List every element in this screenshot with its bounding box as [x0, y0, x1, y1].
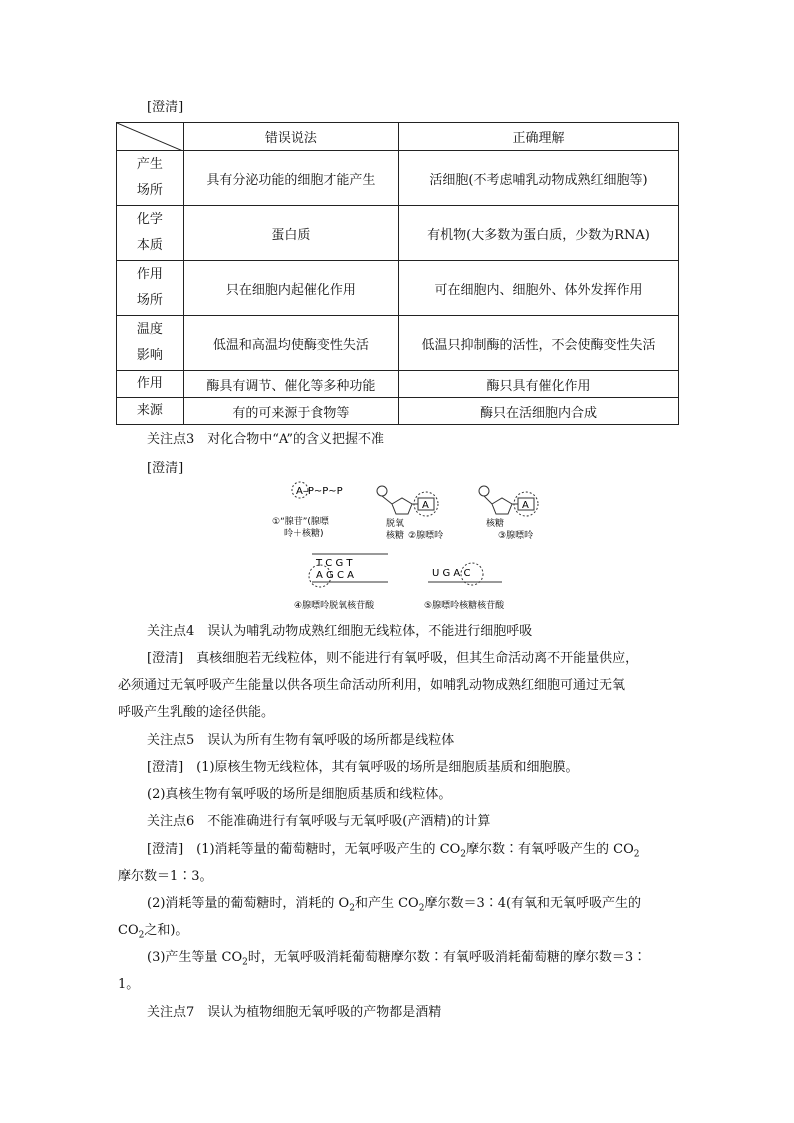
- caption-3: ③腺嘌呤: [498, 531, 534, 541]
- row-label: 温度 影响: [117, 316, 184, 371]
- table-header-row: [117, 123, 679, 151]
- base-label: A: [422, 500, 429, 511]
- phosphate-icon: [377, 486, 387, 496]
- comparison-table: [116, 122, 679, 425]
- right-cell: 可在细胞内、细胞外、体外发挥作用: [399, 261, 679, 316]
- pentose-sugar-icon: [492, 498, 512, 514]
- dna-top-strand: T C G T: [316, 558, 353, 569]
- table-row: [117, 261, 679, 316]
- point6-line5: (3)产生等量 $CO_2$时，无氧呼吸消耗葡萄糖摩尔数∶有氧呼吸消耗葡萄糖的摩尔数＝3∶: [147, 950, 647, 968]
- point6-line4: $CO_2$之和)。: [118, 923, 189, 941]
- sugar-label-deoxy-2: 核糖: [386, 531, 405, 541]
- row-label: 作用: [117, 371, 184, 398]
- dna-bottom-strand: A G C A: [316, 570, 354, 581]
- caption-1-line1: ①“腺苷”(腺嘌: [272, 517, 329, 527]
- row-label: 作用 场所: [117, 261, 184, 316]
- point6-line6: 1。: [118, 977, 140, 992]
- right-cell: 酶只在活细胞内合成: [399, 398, 679, 425]
- point5-line1: [澄清] (1)原核生物无线粒体，其有氧呼吸的场所是细胞质基质和细胞膜。: [147, 760, 579, 775]
- rna-strand: U G A C: [432, 568, 471, 579]
- clarify-label: [澄清]: [147, 100, 184, 115]
- right-cell: 有机物(大多数为蛋白质，少数为RNA): [399, 206, 679, 261]
- base-label: A: [522, 500, 529, 511]
- point5-line2: (2)真核生物有氧呼吸的场所是细胞质基质和线粒体。: [147, 787, 452, 802]
- point6-line2: 摩尔数＝1∶3。: [118, 869, 213, 884]
- caption-4: ④腺嘌呤脱氧核苷酸: [294, 601, 375, 611]
- point4-body-line3: 呼吸产生乳酸的途径供能。: [118, 705, 275, 720]
- wrong-cell: 具有分泌功能的细胞才能产生: [183, 151, 398, 206]
- clarify-label: [澄清]: [147, 461, 184, 476]
- caption-2: ②腺嘌呤: [408, 531, 444, 541]
- point6-title: 关注点6 不能准确进行有氧呼吸与无氧呼吸(产酒精)的计算: [147, 814, 491, 829]
- row-label: 产生 场所: [117, 151, 184, 206]
- diagonal-line: [117, 123, 183, 151]
- wrong-cell: 酶具有调节、催化等多种功能: [183, 371, 398, 398]
- sugar-label-deoxy: 脱氧: [386, 519, 405, 529]
- row-label: 化学 本质: [117, 206, 184, 261]
- table-row: [117, 398, 679, 425]
- header-wrong: 错误说法: [183, 123, 398, 151]
- header-right: 正确理解: [399, 123, 679, 151]
- right-cell: 活细胞(不考虑哺乳动物成熟红细胞等): [399, 151, 679, 206]
- phosphate-icon: [479, 486, 489, 496]
- point5-title: 关注点5 误认为所有生物有氧呼吸的场所都是线粒体: [147, 733, 455, 748]
- wrong-cell: 只在细胞内起催化作用: [183, 261, 398, 316]
- atp-formula: A–P~P~P: [296, 486, 343, 497]
- table-row: [117, 151, 679, 206]
- point6-line3: (2)消耗等量的葡萄糖时，消耗的 $O_2$和产生 $CO_2$摩尔数＝3∶4(有氧和无氧呼吸产生的: [147, 896, 642, 914]
- table-row: [117, 371, 679, 398]
- point4-body-line2: 必须通过无氧呼吸产生能量以供各项生命活动所利用，如哺乳动物成熟红细胞可通过无氧: [118, 678, 626, 693]
- wrong-cell: 蛋白质: [183, 206, 398, 261]
- point3-title: 关注点3 对化合物中“A”的含义把握不准: [147, 432, 385, 447]
- sugar-label-ribose: 核糖: [486, 519, 505, 529]
- right-cell: 酶只具有催化作用: [399, 371, 679, 398]
- header-corner-cell: [117, 123, 184, 151]
- row-label: 来源: [117, 398, 184, 425]
- pentose-sugar-icon: [392, 498, 412, 514]
- wrong-cell: 有的可来源于食物等: [183, 398, 398, 425]
- table-row: [117, 206, 679, 261]
- caption-1-line2: 呤＋核糖): [284, 529, 324, 539]
- right-cell: 低温只抑制酶的活性，不会使酶变性失活: [399, 316, 679, 371]
- bond-line: [484, 496, 492, 504]
- table-row: [117, 316, 679, 371]
- point7-title: 关注点7 误认为植物细胞无氧呼吸的产物都是酒精: [147, 1005, 442, 1020]
- adenine-meaning-figure: [270, 478, 540, 618]
- wrong-cell: 低温和高温均使酶变性失活: [183, 316, 398, 371]
- point6-line1: [澄清] (1)消耗等量的葡萄糖时，无氧呼吸产生的 $CO_2$摩尔数∶有氧呼吸产生的 $CO_2$: [147, 842, 640, 860]
- point4-body-line1: [澄清] 真核细胞若无线粒体，则不能进行有氧呼吸，但其生命活动离不开能量供应，: [147, 651, 639, 666]
- point4-title: 关注点4 误认为哺乳动物成熟红细胞无线粒体，不能进行细胞呼吸: [147, 624, 533, 639]
- bond-line: [382, 496, 392, 504]
- caption-5: ⑤腺嘌呤核糖核苷酸: [424, 601, 505, 611]
